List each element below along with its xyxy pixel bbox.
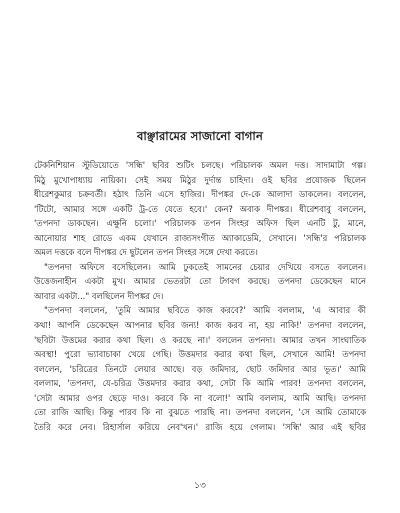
text-line: টেকনিশিয়ান স্টুডিয়োতে 'সন্ধি' ছবির শুটিং চলছে। পরিচালক অমল দত্ত। সাদামাটা গল্প। bbox=[34, 160, 366, 170]
text-line: 'সেটা আমার ওপর ছেড়ে দাও। করবে কি না বলো!' আমি বললাম, আমি আছি। তপনদা bbox=[34, 392, 366, 403]
text-line: বললাম, 'তপনদা, যে-চরিত্র উত্তমদার করার কথা, সেটা কি আমি পারব! তপনদা বললেন, bbox=[34, 378, 366, 389]
text-line: "তপনদা বললেন, 'তুমি আমার ছবিতে কাজ করবে?' আমি বললাম, 'এ আবার কী bbox=[44, 305, 366, 316]
text-line: তৈরি করে নেব। রিহার্সাল করিয়ে নেব'খন।' রাজি হয়ে গেলাম। 'সন্ধি' আর এই ছবির bbox=[34, 421, 366, 432]
text-line: কথা! আপনি ডেকেছেন আপনার ছবির জন্য! কাজ করব না, হয় নাকি!' তপনদা বললেন, bbox=[34, 320, 366, 331]
body-text bbox=[34, 158, 366, 434]
text-line: "তপনদা অফিসে বসেছিলেন। আমি ঢুকতেই সামনের চেয়ার দেখিয়ে বসতে বললেন। bbox=[44, 261, 366, 272]
text-line: 'ছবিটা উত্তমের করার কথা ছিল। ও করছে না।' বললেন তপনদা। আমার তখন সাংঘাতিক bbox=[34, 334, 366, 345]
text-line: আনোয়ার শাহ রোডে একম যেখানে রাজ্যসংগীত অ্যাকাডেমি, সেখানে। 'সন্ধি'র পরিচালক bbox=[34, 232, 366, 243]
text-line: উত্তেজনাহীন একটা মুখ। আমার ভেতরটা তো টগবগ করছে। তপনদা ডেকেছেন মানে bbox=[34, 276, 366, 287]
text-line: বললেন, 'চরিত্রের তিনটে লেয়ার আছে। বড় জমিদার, ছোট জমিদার আর ভূত।' আমি bbox=[34, 363, 366, 374]
chapter-title: বাঞ্ছারামের সাজানো বাগান bbox=[136, 129, 264, 143]
text-line: 'টিটো, আমার সঙ্গে একটি ট্র-তে যেতে হবে।' কেন? অবাক দীপঙ্কর। ধীরেশবাবু বললেন, bbox=[34, 203, 366, 214]
text-line: অমল দত্তকে বলে দীপঙ্কর দে ছুটলেন তপন সিংহর সঙ্গে দেখা করতে। bbox=[34, 247, 258, 258]
text-line: মিঠু মুখোপাধ্যায় নায়িকা। সেই সময় মিঠুর দুর্দান্ত চাহিদা। ওই ছবির প্রযোজক ছিলেন bbox=[34, 174, 366, 185]
text-line: আবার একটা..." বলছিলেন দীপঙ্কর দে। bbox=[34, 290, 164, 301]
text-line: ধীরেশকুমার চক্রবর্তী। হঠাৎ তিনি এসে হাজির। দীপঙ্কর দে-কে আলাদা ডাকলেন। বললেন, bbox=[34, 189, 366, 200]
page-number: ১৩ bbox=[194, 481, 206, 491]
text-line: 'তপনদা ডাকছেন। এক্ষুনি চলো।' পরিচালক তপন সিংহর অফিস ছিল এনটি টু, মানে, bbox=[34, 218, 366, 229]
text-line: অবস্থা! পুরো ভ্যাবাচাকা খেয়ে গেছি। উত্তমদার করার কথা ছিল, সেখানে আমি! তপনদা bbox=[34, 349, 366, 360]
text-line: তো রাজি আছি। কিন্তু পারব কি না বুঝতে পারছি না। তপনদা বললেন, 'সে আমি তোমাকে bbox=[34, 407, 366, 418]
